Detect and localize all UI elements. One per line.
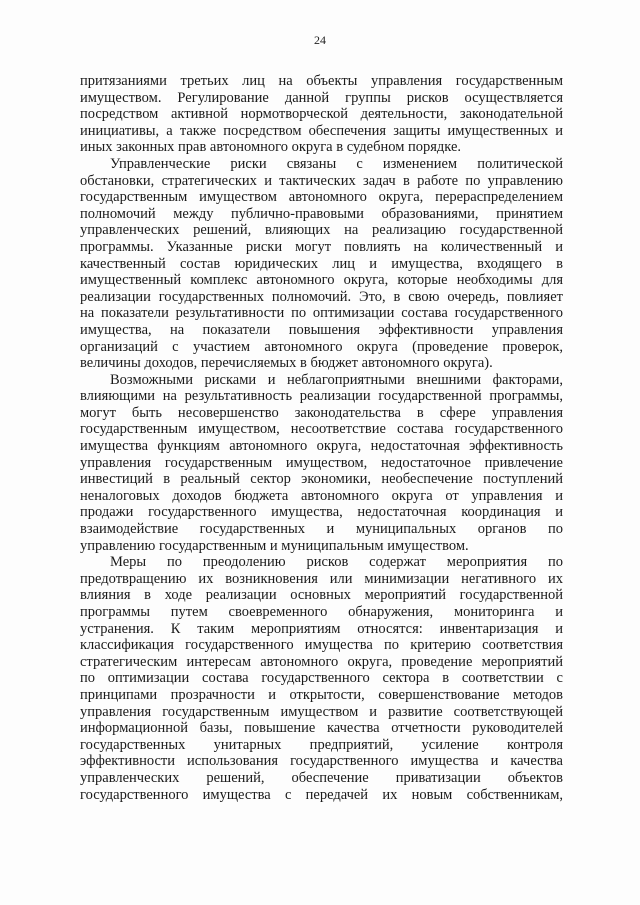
text-line: государственных унитарных предприятий, усиление контроля — [80, 736, 563, 753]
text-line: продажи государственного имущества, недостаточная координация и — [80, 504, 563, 521]
text-line: притязаниями третьих лиц на объекты управления государственным — [80, 73, 563, 89]
text-line: посредством активной нормотворческой деятельности, законодательной — [80, 106, 563, 123]
text-line: реализации государственных полномочий. Это, в свою очередь, повлияет — [80, 288, 563, 305]
text-line: программы. Указанные риски могут повлиять на количественный и — [80, 238, 563, 255]
text-line: имущественный комплекс автономного округа, которые необходимы для — [80, 272, 563, 289]
text-line: управления государственным имуществом, недостаточное привлечение — [80, 454, 563, 471]
text-line: эффективности использования государственного имущества и качества — [80, 753, 563, 770]
text-line: могут быть несовершенство законодательства в сфере управления — [80, 404, 563, 421]
text-line: неналоговых доходов бюджета автономного округа от управления и — [80, 487, 563, 504]
text-line: стратегическим интересам автономного округа, проведение мероприятий — [80, 653, 563, 670]
text-line: организаций с участием автономного округа (проведение проверок, — [80, 338, 563, 355]
text-line: имущества, на показатели повышения эффективности управления — [80, 321, 563, 338]
text-line: имуществом. Регулирование данной группы рисков осуществляется — [80, 89, 563, 106]
text-line: качественный состав юридических лиц и имущества, входящего в — [80, 255, 563, 272]
text-line: взаимодействие государственных и муниципальных органов по — [80, 521, 563, 538]
paragraph — [80, 156, 563, 372]
text-line: инициативы, а также посредством обеспечения защиты имущественных и — [80, 122, 563, 139]
paragraph — [80, 554, 563, 803]
text-line: Возможными рисками и неблагоприятными внешними факторами, — [110, 371, 563, 388]
text-line: величины доходов, перечисляемых в бюджет автономного округа). — [80, 355, 493, 372]
page-body — [80, 73, 563, 803]
paragraph — [80, 372, 563, 555]
text-line: инвестиций в реальный сектор экономики, необеспечение поступлений — [80, 471, 563, 488]
text-line: классификация государственного имущества по критерию соответствия — [80, 637, 563, 654]
page-number: 24 — [314, 33, 326, 47]
text-line: имущества функциям автономного округа, недостаточная эффективность — [80, 438, 563, 455]
text-line: предотвращению их возникновения или минимизации негативного их — [80, 570, 563, 587]
text-line: по оптимизации состава государственного сектора в соответствии с — [80, 670, 563, 687]
text-line: устранения. К таким мероприятиям относятся: инвентаризация и — [80, 620, 563, 637]
text-line: информационной базы, повышение качества отчетности руководителей — [80, 720, 563, 737]
text-line: государственным имуществом, несоответствие состава государственного — [80, 421, 563, 438]
text-line: на показатели результативности по оптимизации состава государственного — [80, 305, 563, 322]
text-line: Меры по преодолению рисков содержат мероприятия по — [110, 554, 563, 571]
text-line: управления государственным имуществом и развитие соответствующей — [80, 703, 563, 720]
text-line: Управленческие риски связаны с изменением политической — [110, 155, 563, 172]
text-line: влияющими на результативность реализации государственной программы, — [80, 388, 563, 405]
text-line: влияния в ходе реализации основных мероприятий государственной — [80, 587, 563, 604]
text-line: программы путем своевременного обнаружения, мониторинга и — [80, 604, 563, 620]
paragraph — [80, 73, 563, 156]
text-line: государственного имущества с передачей их новым собственникам, — [80, 786, 563, 803]
text-line: принципами прозрачности и открытости, совершенствование методов — [80, 686, 563, 703]
text-line: государственным имуществом автономного округа, перераспределением — [80, 189, 563, 206]
text-line: управлению государственным и муниципальным имуществом. — [80, 537, 469, 554]
text-line: управленческих решений, влияющих на реализацию государственной — [80, 222, 563, 239]
text-line: управленческих решений, обеспечение приватизации объектов — [80, 769, 563, 786]
text-line: полномочий между публично-правовыми образованиями, принятием — [80, 205, 563, 222]
text-line: иных законных прав автономного округа в судебном порядке. — [80, 139, 462, 156]
text-line: обстановки, стратегических и тактических задач в работе по управлению — [80, 172, 563, 189]
